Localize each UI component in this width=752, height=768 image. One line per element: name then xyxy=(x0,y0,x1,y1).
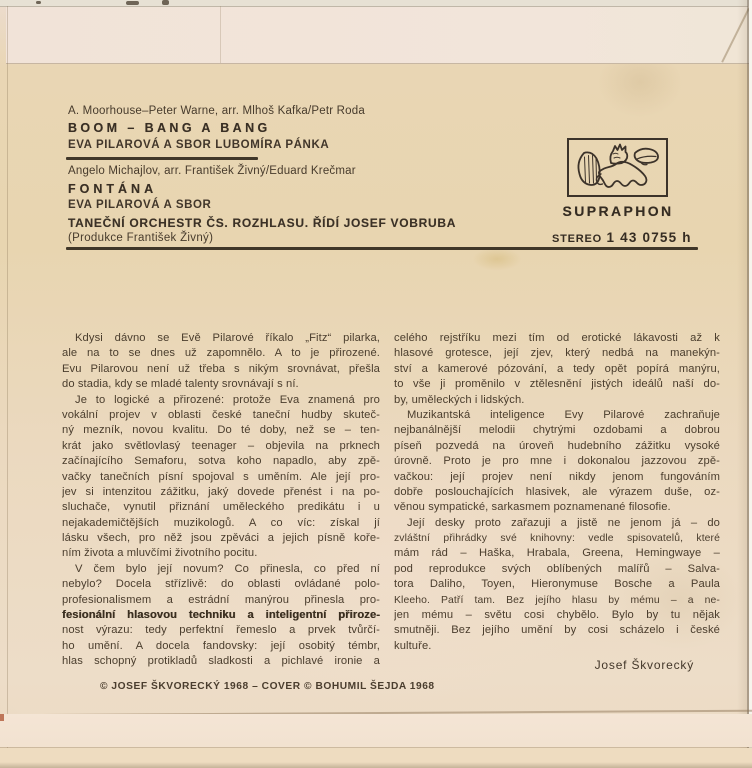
dust-speck xyxy=(162,0,169,5)
liner-notes-text-line: ale na to se dnes už zapomnělo. A to je přirozené. xyxy=(62,347,380,360)
liner-notes-text-line: V čem bylo její novum? Co přinesla, co před ní xyxy=(75,562,380,575)
liner-notes-text-line: píseň pozvedá na úroveň hudebního zážitku vysoké xyxy=(394,439,720,452)
liner-notes-text-line: fesionální hlasovou techniku a inteligentní přiroze- xyxy=(62,609,380,622)
liner-notes-text-line: vokální projev v oblasti české taneční hudby skuteč- xyxy=(62,408,380,421)
paper-bottom-flap-strip xyxy=(0,714,752,747)
author-signature: Josef Škvorecký xyxy=(594,658,694,672)
liner-notes-text-line: ním života a mluvčími životního pocitu. xyxy=(62,547,258,560)
liner-notes-text-line: věnou sympatické, sarkasmem poznamenané filosofie. xyxy=(394,501,671,514)
liner-notes-text-line: krát jako světlovlasý teenager – objevila na prknech xyxy=(62,439,380,452)
paper-crease xyxy=(220,6,221,63)
copyright-line: © JOSEF ŠKVORECKÝ 1968 – COVER © BOHUMIL ŠEJDA 1968 xyxy=(100,681,435,692)
track2-performers: EVA PILAROVÁ A SBOR xyxy=(68,199,212,211)
liner-notes-text-line: ný mezník, novou kvalitu. Do té doby, než se – ten- xyxy=(62,424,380,437)
liner-notes-text-line: sluchače, vynutil přiznání uměleckého predikátu i u xyxy=(62,501,380,514)
track2-title: FONTÁNA xyxy=(68,182,158,196)
liner-notes-text-line: jev si intenzitou zážitku, jaký dovede přenést i na po- xyxy=(62,485,380,498)
liner-notes-text-line: tora Daliho, Toyen, Hieronymuse Bosche a Paula xyxy=(394,578,720,591)
liner-notes-text-line: hlas schopný protikladů sladkosti a pichlavé ironie a xyxy=(62,655,380,668)
liner-notes-text-line: Její desky proto zařazuji a jistě ne jenom já – do xyxy=(407,516,720,529)
liner-notes-text-line: zvláštní přihrádky své knihovny: vedle spisovatelů, které xyxy=(394,533,720,545)
paper-left-crease xyxy=(7,6,8,768)
liner-notes-text-line: Je to logické a přirozené: protože Eva znamená pro xyxy=(75,393,380,406)
liner-notes-text-line: nejakademičtějších muzikologů. A co víc: získal jí xyxy=(62,516,380,529)
divider-rule-short xyxy=(66,157,258,160)
lion-lyre-logo-icon xyxy=(571,141,665,193)
track1-performers: EVA PILAROVÁ A SBOR LUBOMÍRA PÁNKA xyxy=(68,139,330,151)
liner-notes-text-line: vačkou: její projev není nikdy jenom fungováním xyxy=(394,470,720,483)
liner-notes-text-line: nost výrazu: tedy perfektní řemeslo a prvek tvůrčí- xyxy=(62,624,380,637)
liner-notes-text-line: vačky tanečních písní spojoval s uměním. Ale její pro- xyxy=(62,470,380,483)
liner-notes-text-line: jen mému – světu cosi chybělo. Bylo by tu nějak xyxy=(394,609,720,622)
track2-credits: Angelo Michajlov, arr. František Živný/Eduard Krečmar xyxy=(68,165,356,177)
liner-notes-text-line: Evu Pilarovou není už třeba s nikým srovnávat, přešla xyxy=(62,362,380,375)
dust-speck xyxy=(36,1,41,4)
liner-notes-text-line: úrovně. Proto je pro mne i dokonalou jazzovou zpě- xyxy=(394,455,720,468)
liner-notes-text-line: kultuře. xyxy=(394,639,432,652)
supraphon-wordmark: SUPRAPHON xyxy=(562,203,674,219)
liner-notes-text-line: začínajícího Semaforu, sotva koho napadlo, aby zpě- xyxy=(62,455,380,468)
track1-credits: A. Moorhouse–Peter Warne, arr. Mlhoš Kafka/Petr Roda xyxy=(68,105,365,117)
divider-rule-long xyxy=(66,247,698,250)
liner-notes-text-line: nejbanálnější melodii chytrými ozdobami a dobrou xyxy=(394,424,720,437)
liner-notes-text-line: do stadia, kdy se mladé talenty srovnávají s ní. xyxy=(62,378,299,391)
track1-title: BOOM – BANG A BANG xyxy=(68,121,271,135)
stereo-label: STEREO xyxy=(552,233,603,245)
liner-notes-text-line: to vše ji proměnilo v ztělesnění jistých ideálů naší do- xyxy=(394,378,720,391)
liner-notes-right-column xyxy=(394,331,720,654)
liner-notes-text-line: Kleeho. Patří tam. Bez jejího hlasu by mému – a ne- xyxy=(394,594,720,606)
liner-notes-text-line: smutněji. Bez jejího umění by cosi scházelo i české xyxy=(394,624,720,637)
paper-right-shadow xyxy=(737,0,747,768)
liner-notes-text-line: by, uměleckých i lidských. xyxy=(394,393,525,406)
liner-notes-text-line: pod reprodukce svých oblíbených malířů – Salva- xyxy=(394,562,720,575)
stereo-catalog-number xyxy=(552,229,692,247)
red-mark xyxy=(0,714,4,721)
liner-notes-text-line: dobře poslouchajících hlasivek, ale výrazem duše, oz- xyxy=(394,485,720,498)
orchestra-line: TANEČNÍ ORCHESTR ČS. ROZHLASU. ŘÍDÍ JOSEF VOBRUBA xyxy=(68,216,457,230)
liner-notes-text-line: lásku všech, pro něž jsou zpěváci a jejich písně koře- xyxy=(62,532,380,545)
paper-bottom-shadow xyxy=(0,762,752,768)
liner-notes-text-line: celého rejstříku mezi tím od erotické lákavosti až k xyxy=(394,332,720,344)
liner-notes-left-column xyxy=(62,331,380,670)
dust-speck xyxy=(126,1,139,5)
liner-notes-text-line: profesionalismem a estrádní manýrou přinesla pro- xyxy=(62,593,380,606)
catalog-number: 1 43 0755 h xyxy=(606,230,692,245)
liner-notes-text-line: mám rád – Haška, Hrabala, Greena, Hemingwaye – xyxy=(394,547,720,560)
liner-notes-text-line: ství a kamerové pózování, a tedy opět popírá manýru, xyxy=(394,362,720,375)
supraphon-logo-box xyxy=(567,138,668,197)
liner-notes-text-line: nebylo? Docela střízlivě: do oblasti ovládané polo- xyxy=(62,578,380,591)
paper-top-flap-strip xyxy=(6,7,752,64)
liner-notes-text-line: Kdysi dávno se Evě Pilarové říkalo „Fitz“ pilarka, xyxy=(75,332,380,344)
liner-notes-text-line: hlasové grotesce, její zjev, který nedbá na manekýn- xyxy=(394,347,720,360)
paper-top-edge xyxy=(0,0,752,7)
liner-notes-text-line: Muzikantská inteligence Evy Pilarové zachraňuje xyxy=(407,408,720,421)
liner-notes-text-line: ho umění. A docela fandovsky: její osobitý témbr, xyxy=(62,639,380,652)
production-line: (Produkce František Živný) xyxy=(68,232,214,244)
